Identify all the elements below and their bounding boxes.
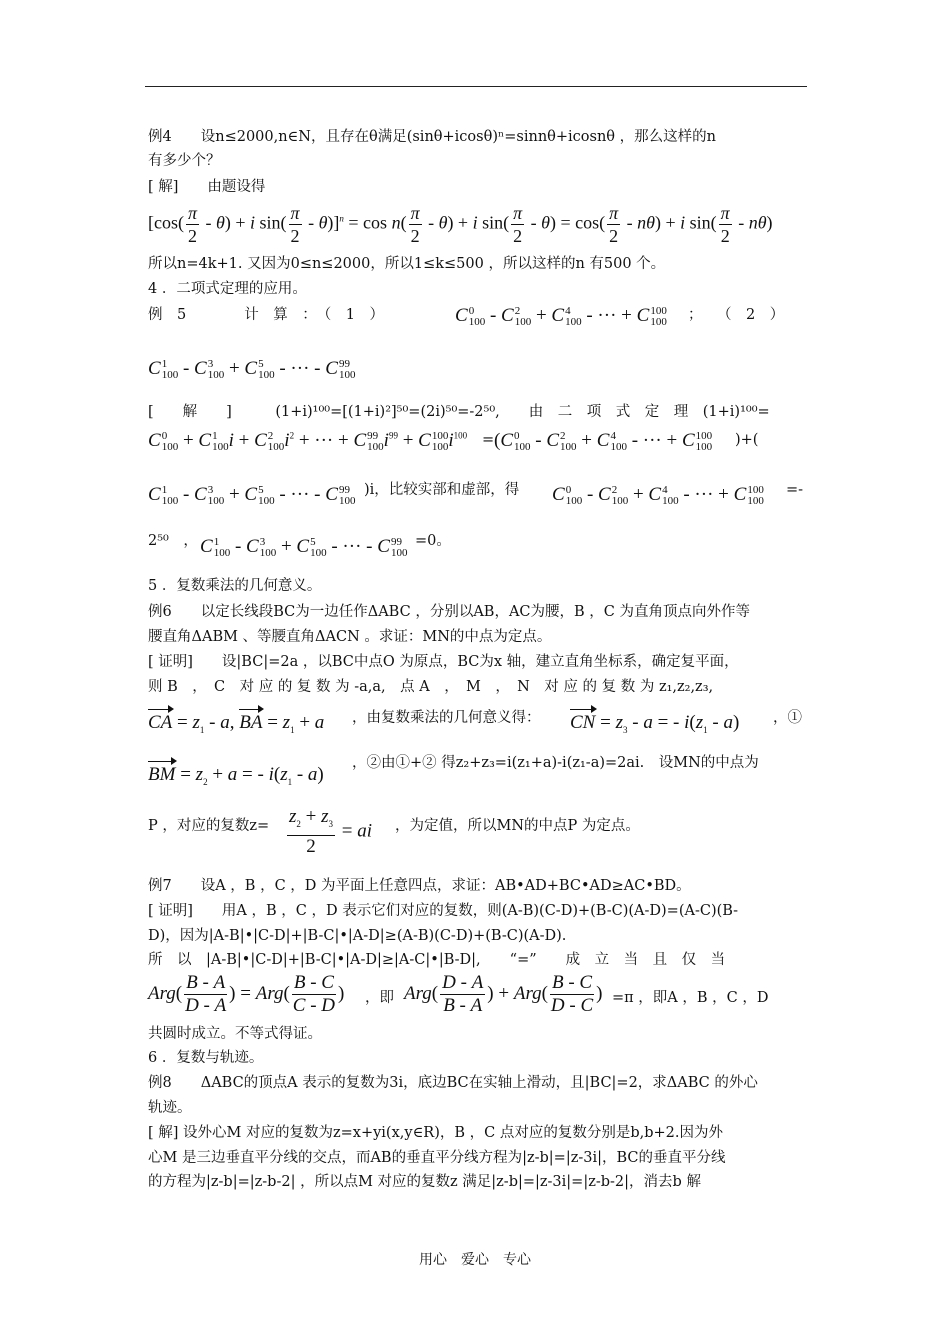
ex4-equation: [cos( $\frac{\pi}{2}$ - θ) + i sin( $\frac{\pi}{2}$ - θ)]$^n$ = cos n( $\frac{\pi}{2}$ - θ) + i sin( $\frac{\pi}{2}$ - θ) = cos( $\frac{\pi}{2}$ - nθ) + i sin( $\frac{\pi}{2}$ - nθ) [148, 203, 773, 246]
ex6-mark1: ，① [773, 710, 802, 726]
ex7-line2: [ 证明] 用A ，B ，C ，D 表示它们对应的复数，则(A-B)(C-D)+(B-C)(A-D)=(A-C)(B- [148, 903, 739, 919]
ex8-line5: 的方程为|z-b|=|z-b-2| ，所以点M 对应的复数z 满足|z-b|=|z-3i|=|z-b-2|，消去b 解 [148, 1174, 701, 1190]
page-footer: 用心 爱心 专心 [419, 1252, 531, 1268]
ex5-result-real-value: =- [786, 482, 804, 498]
ex5-result-head: 2⁵⁰ ， [148, 533, 198, 549]
ex5-bracket: )+( [735, 432, 759, 448]
ex5-result-real: C 0 100 - C 2 100 + C 4 100 - ··· + C 100 100 [552, 483, 764, 507]
ex7-line1: 例7 设A ，B ，C ，D 为平面上任意四点，求证：AB•AD+BC•AD≥AC•BD。 [148, 878, 691, 894]
ex8-line2: 轨迹。 [148, 1100, 192, 1116]
ex5-solution-a: [ 解 ] (1+i)¹⁰⁰=[(1+i)²]⁵⁰=(2i)⁵⁰=-2⁵⁰, 由 二 项 式 定 理 (1+i)¹⁰⁰= [148, 404, 770, 420]
ex7-line6: 共圆时成立。不等式得证。 [148, 1026, 322, 1042]
ex6-vector-eq3: BM = $z_2 + a$ = - $i(z_1 - a)$ [148, 764, 324, 787]
ex6-line2: 腰直角ΔABM 、等腰直角ΔACN 。求证：MN的中点为定点。 [148, 629, 552, 645]
ex8-line1: 例8 ΔABC的顶点A 表示的复数为3i，底边BC在实轴上滑动，且|BC|=2，求ΔABC 的外心 [148, 1075, 758, 1091]
ex8-line3: [ 解] 设外心M 对应的复数为z=x+yi(x,y∈R)，B ，C 点对应的复数分别是b,b+2.因为外 [148, 1125, 723, 1141]
ex7-mid: ，即 [365, 990, 394, 1006]
ex5-imag-part: C 1 100 - C 3 100 + C 5 100 - ··· - C 99 100 [148, 483, 356, 507]
ex5-compare: )i，比较实部和虚部，得 [364, 482, 520, 498]
ex6-midpoint-formula: $\frac{z_2 + z_3}{2}$ = ai [289, 806, 373, 857]
ex5-result-imag: C 1 100 - C 3 100 + C 5 100 - ··· - C 99 100 [200, 535, 408, 559]
ex6-midpoint-tail: ，为定值，所以MN的中点P 为定点。 [395, 818, 640, 834]
ex4-line2: 有多少个？ [148, 153, 221, 169]
ex6-mid1: ，由复数乘法的几何意义得： [352, 710, 541, 726]
ex7-arg-sum: Arg( $\frac{D - A}{B - A}$ ) + Arg( $\frac{B - C}{D - C}$ ) [404, 972, 603, 1016]
header-rule [145, 86, 807, 87]
ex6-mid2: ，②由①+② 得z₂+z₃=i(z₁+a)-i(z₁-a)=2ai. 设MN的中点为 [352, 755, 759, 771]
ex6-vector-eq1: CA = $z_1$ - a, BA = $z_1 + a$ [148, 712, 325, 735]
ex5-sum1: C 0 100 - C 2 100 + C 4 100 - ··· + C 100 100 [455, 304, 667, 328]
ex7-arg-eq: Arg( $\frac{B - A}{D - A}$ ) = Arg( $\frac{B - C}{C - D}$ ) [148, 972, 345, 1016]
section-6-heading: 6 ．复数与轨迹。 [148, 1050, 264, 1066]
ex4-line1: 例4 设n≤2000,n∈N，且存在θ满足(sinθ+icosθ)ⁿ=sinnθ+icosnθ ，那么这样的n [148, 129, 716, 145]
ex4-result: 所以n=4k+1. 又因为0≤n≤2000，所以1≤k≤500 ，所以这样的n 有500 个。 [148, 256, 666, 272]
ex5-expansion: C 0 100 + C 1 100 i + C 2 100 $i^2$ + ··· + C 99 100 $i^{99} + C$ 100 100 $i^{100}$ [148, 429, 468, 453]
ex6-midpoint-head: P ，对应的复数z= [148, 818, 270, 834]
ex6-vector-eq2: CN = $z_3$ - a = - $i(z_1 - a)$ [570, 712, 740, 735]
ex7-line3: D)，因为|A-B|•|C-D|+|B-C|•|A-D|≥(A-B)(C-D)+(B-C)(A-D). [148, 928, 567, 944]
ex5-real-part: (C 0 100 - C 2 100 + C 4 100 - ··· + C 100 100 [494, 429, 713, 453]
ex6-line3: [ 证明] 设|BC|=2a ，以BC中点O 为原点，BC为x 轴，建立直角坐标系，确定复平面， [148, 654, 739, 670]
ex5-result-imag-value: =0。 [415, 533, 451, 549]
ex4-solution-label: [ 解] 由题设得 [148, 179, 266, 195]
section-5-heading: 5 ．复数乘法的几何意义。 [148, 578, 322, 594]
ex5-eq-sign: = [482, 432, 495, 448]
ex6-line1: 例6 以定长线段BC为一边任作ΔABC ，分别以AB，AC为腰，B ，C 为直角顶点向外作等 [148, 604, 750, 620]
ex7-tail: =π ，即A ，B ，C ，D [612, 990, 769, 1006]
ex6-line4: 则 B ， C 对 应 的 复 数 为 -a,a, 点 A ， M ， N 对 应 的 复 数 为 z₁,z₂,z₃, [148, 679, 714, 695]
ex5-sep: ； （ 2 ） [688, 307, 785, 323]
ex5-sum2: C 1 100 - C 3 100 + C 5 100 - ··· - C 99 100 [148, 357, 356, 381]
ex7-line4: 所 以 |A-B|•|C-D|+|B-C|•|A-D|≥|A-C|•|B-D|, “=” 成 立 当 且 仅 当 [148, 952, 726, 968]
section-4-heading: 4 ．二项式定理的应用。 [148, 281, 307, 297]
ex5-line1: 例 5 计 算 ： （ 1 ） [148, 307, 384, 323]
ex8-line4: 心M 是三边垂直平分线的交点，而AB的垂直平分线方程为|z-b|=|z-3i|，BC的垂直平分线 [148, 1150, 726, 1166]
